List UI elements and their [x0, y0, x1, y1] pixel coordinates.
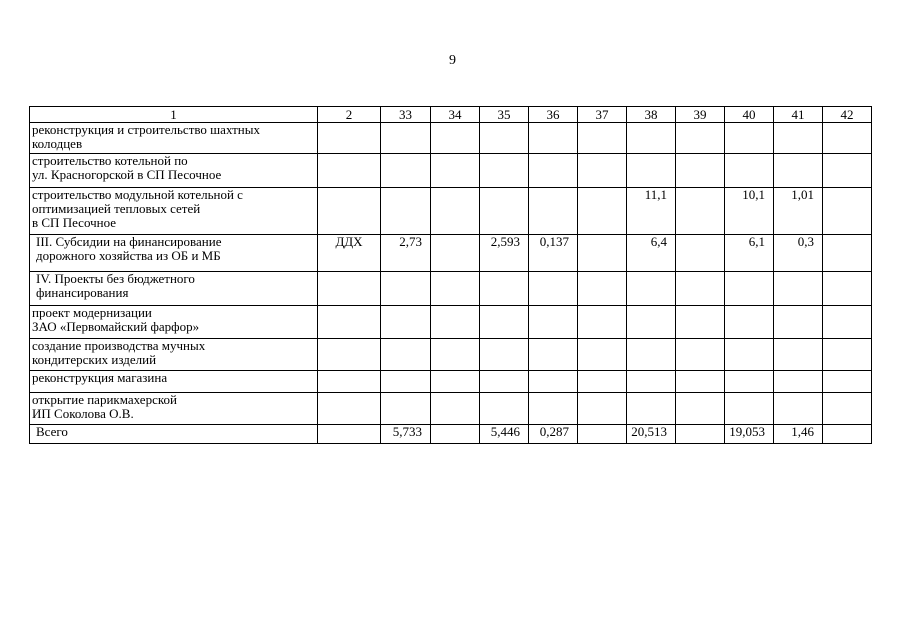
table-cell — [725, 306, 774, 339]
table-cell — [627, 306, 676, 339]
table-cell — [823, 371, 872, 393]
table-cell — [318, 154, 381, 188]
table-cell: 5,733 — [381, 425, 431, 444]
column-header: 37 — [578, 107, 627, 123]
table-cell — [431, 272, 480, 306]
table-cell — [381, 371, 431, 393]
table-cell — [627, 371, 676, 393]
row-label: строительство модульной котельной с оптимизацией тепловых сетей в СП Песочное — [30, 188, 318, 235]
table-cell — [627, 123, 676, 154]
row-label: проект модернизации ЗАО «Первомайский фарфор» — [30, 306, 318, 339]
column-header: 33 — [381, 107, 431, 123]
table-cell — [823, 188, 872, 235]
table-cell — [480, 371, 529, 393]
table-cell — [480, 123, 529, 154]
column-header: 41 — [774, 107, 823, 123]
table-cell: 2,73 — [381, 235, 431, 272]
table-cell — [823, 339, 872, 371]
table-cell — [578, 154, 627, 188]
table-cell — [774, 339, 823, 371]
table-cell — [529, 188, 578, 235]
table-row-total — [30, 425, 872, 444]
table-cell — [431, 339, 480, 371]
table-cell — [676, 393, 725, 425]
table-cell: 0,3 — [774, 235, 823, 272]
data-table — [29, 106, 872, 444]
table-cell — [578, 425, 627, 444]
table-cell — [578, 339, 627, 371]
table-cell — [381, 306, 431, 339]
table-row — [30, 393, 872, 425]
row-label: строительство котельной по ул. Красногорской в СП Песочное — [30, 154, 318, 188]
table-cell — [578, 371, 627, 393]
table-cell — [318, 188, 381, 235]
table-cell — [774, 154, 823, 188]
page-number: 9 — [449, 53, 456, 68]
table-cell — [431, 123, 480, 154]
table-cell — [774, 123, 823, 154]
row-label: III. Субсидии на финансирование дорожного хозяйства из ОБ и МБ — [30, 235, 318, 272]
table-cell — [578, 123, 627, 154]
table-row — [30, 188, 872, 235]
table-cell — [627, 339, 676, 371]
table-cell: 1,46 — [774, 425, 823, 444]
table-cell — [676, 154, 725, 188]
column-header: 40 — [725, 107, 774, 123]
table-cell — [431, 425, 480, 444]
table-cell: 1,01 — [774, 188, 823, 235]
table-cell — [725, 339, 774, 371]
table-cell — [676, 306, 725, 339]
table-cell — [823, 123, 872, 154]
column-header: 38 — [627, 107, 676, 123]
table-row — [30, 154, 872, 188]
table-cell — [318, 272, 381, 306]
table-cell — [431, 371, 480, 393]
table-cell — [529, 154, 578, 188]
table-cell — [318, 371, 381, 393]
table-cell — [725, 272, 774, 306]
table-row — [30, 371, 872, 393]
table-cell — [578, 235, 627, 272]
table-cell — [480, 306, 529, 339]
table-row — [30, 306, 872, 339]
table-cell — [823, 154, 872, 188]
table-cell — [774, 393, 823, 425]
table-cell — [480, 339, 529, 371]
column-header: 1 — [30, 107, 318, 123]
table-cell — [381, 272, 431, 306]
table-cell — [676, 371, 725, 393]
table-cell — [725, 393, 774, 425]
table-cell — [676, 235, 725, 272]
table-cell — [725, 123, 774, 154]
table-cell — [676, 188, 725, 235]
table-cell: 0,287 — [529, 425, 578, 444]
column-header: 34 — [431, 107, 480, 123]
column-header: 39 — [676, 107, 725, 123]
table-cell — [529, 339, 578, 371]
table-cell — [774, 272, 823, 306]
table-cell: 2,593 — [480, 235, 529, 272]
table-cell — [529, 123, 578, 154]
table-cell — [823, 272, 872, 306]
table-cell — [480, 393, 529, 425]
table-cell — [318, 425, 381, 444]
table-row — [30, 272, 872, 306]
table-cell — [480, 272, 529, 306]
table-row — [30, 235, 872, 272]
table-cell — [578, 306, 627, 339]
table-cell: 19,053 — [725, 425, 774, 444]
table-cell: 11,1 — [627, 188, 676, 235]
table-cell — [480, 154, 529, 188]
table-cell — [431, 188, 480, 235]
table-cell — [578, 188, 627, 235]
table-cell — [627, 393, 676, 425]
table-cell — [725, 154, 774, 188]
table-cell — [480, 188, 529, 235]
table-cell — [676, 123, 725, 154]
table-cell — [318, 123, 381, 154]
table-header-row — [30, 107, 872, 123]
table-cell — [431, 235, 480, 272]
row-label: реконструкция и строительство шахтных колодцев — [30, 123, 318, 154]
table-cell — [627, 154, 676, 188]
table-cell — [431, 154, 480, 188]
table-cell — [318, 306, 381, 339]
table-cell: 0,137 — [529, 235, 578, 272]
table-row — [30, 339, 872, 371]
table-cell — [774, 371, 823, 393]
row-label: IV. Проекты без бюджетного финансирования — [30, 272, 318, 306]
table-cell — [318, 339, 381, 371]
row-label: Всего — [30, 425, 318, 444]
table-row — [30, 123, 872, 154]
table-cell — [431, 306, 480, 339]
table-cell: 5,446 — [480, 425, 529, 444]
table-cell — [529, 306, 578, 339]
column-header: 42 — [823, 107, 872, 123]
column-header: 36 — [529, 107, 578, 123]
table-cell — [381, 188, 431, 235]
table-cell: 10,1 — [725, 188, 774, 235]
table-cell — [823, 393, 872, 425]
table-cell — [823, 235, 872, 272]
table-cell — [381, 123, 431, 154]
table-cell — [627, 272, 676, 306]
table-cell — [529, 371, 578, 393]
row-label: открытие парикмахерской ИП Соколова О.В. — [30, 393, 318, 425]
table-cell — [676, 272, 725, 306]
table-cell: 6,1 — [725, 235, 774, 272]
table-cell: 6,4 — [627, 235, 676, 272]
table-cell — [676, 339, 725, 371]
table-cell: ДДХ — [318, 235, 381, 272]
table-cell — [823, 425, 872, 444]
table-cell — [823, 306, 872, 339]
column-header: 35 — [480, 107, 529, 123]
table-cell — [774, 306, 823, 339]
table-cell — [381, 393, 431, 425]
table-cell — [676, 425, 725, 444]
table-cell: 20,513 — [627, 425, 676, 444]
table-cell — [431, 393, 480, 425]
table-cell — [725, 371, 774, 393]
table-cell — [578, 393, 627, 425]
row-label: создание производства мучных кондитерских изделий — [30, 339, 318, 371]
table-cell — [578, 272, 627, 306]
column-header: 2 — [318, 107, 381, 123]
table-cell — [318, 393, 381, 425]
table-cell — [529, 272, 578, 306]
row-label: реконструкция магазина — [30, 371, 318, 393]
table-cell — [381, 154, 431, 188]
table-cell — [529, 393, 578, 425]
table-cell — [381, 339, 431, 371]
